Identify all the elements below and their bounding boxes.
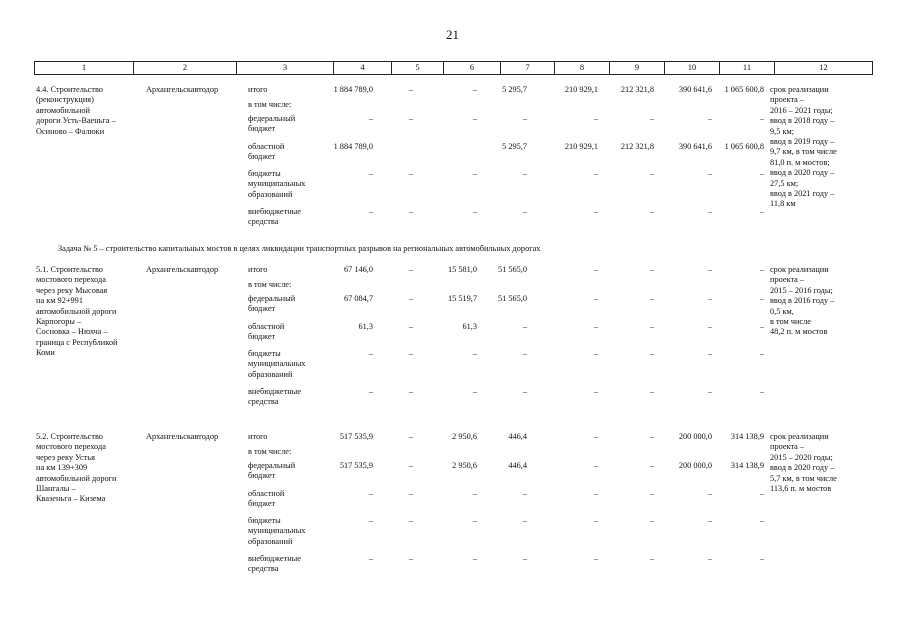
value-cell: 517 535,9 — [339, 432, 373, 441]
task-5-heading: Задача № 5 – строительство капитальных мостов в целях ликвидации транспортных разрывов на региональных автомобильных дорогах — [58, 244, 541, 253]
row-label-obl: бюджет — [248, 152, 276, 162]
row-label-itogo: итого — [248, 265, 268, 274]
col-header-10: 10 — [665, 62, 720, 74]
organization: Архангельскавтодор — [146, 85, 219, 94]
project-name-line: мостового перехода — [36, 275, 106, 285]
note-line: 11,8 км — [770, 199, 796, 209]
row-label-obl: бюджет — [248, 332, 276, 342]
value-cell: – — [522, 207, 527, 216]
value-cell: – — [649, 387, 654, 396]
project-name-line: на км 139+309 — [36, 463, 88, 473]
value-cell: – — [593, 489, 598, 498]
row-label-fed: бюджет — [248, 124, 276, 134]
value-cell: 1 884 789,0 — [333, 85, 373, 94]
row-label-mun: муниципальных — [248, 179, 306, 189]
project-name-line: автомобильной дороги — [36, 306, 117, 316]
value-cell: 200 000,0 — [678, 432, 712, 441]
project-name-line: (реконструкция) — [36, 95, 94, 105]
value-cell: – — [707, 294, 712, 303]
value-cell: – — [522, 349, 527, 358]
project-name-line: Осиново – Фалюки — [36, 126, 105, 136]
value-cell: 5 295,7 — [502, 142, 527, 151]
value-cell: – — [649, 114, 654, 123]
row-label-fed: бюджет — [248, 471, 276, 481]
value-cell: 51 565,0 — [497, 294, 527, 303]
project-name-line: Сосновка – Нюхча – — [36, 327, 108, 337]
row-label-v-tom: в том числе: — [248, 447, 292, 456]
value-cell: – — [707, 349, 712, 358]
value-cell: – — [472, 489, 477, 498]
value-cell: – — [408, 294, 413, 303]
col-header-3: 3 — [237, 62, 334, 74]
row-label-mun: муниципальных — [248, 526, 306, 536]
value-cell: – — [707, 207, 712, 216]
row-label-mun: бюджеты — [248, 169, 281, 178]
value-cell: 1 884 789,0 — [333, 142, 373, 151]
value-cell: – — [368, 554, 373, 563]
note-line: срок реализации — [770, 85, 829, 94]
value-cell: – — [472, 516, 477, 525]
col-header-7: 7 — [501, 62, 555, 74]
project-name-line: мостового перехода — [36, 442, 106, 452]
value-cell: 517 535,9 — [339, 461, 373, 470]
value-cell: – — [759, 322, 764, 331]
table-header — [34, 61, 873, 75]
value-cell: – — [707, 489, 712, 498]
value-cell: 390 641,6 — [678, 142, 712, 151]
project-name-line: дороги Усть-Ваеньга – — [36, 116, 116, 126]
value-cell: 210 929,1 — [564, 142, 598, 151]
value-cell: – — [649, 516, 654, 525]
value-cell: – — [707, 114, 712, 123]
value-cell: – — [472, 554, 477, 563]
value-cell: – — [649, 265, 654, 274]
value-cell: 212 321,8 — [620, 142, 654, 151]
value-cell: – — [408, 432, 413, 441]
value-cell: 15 519,7 — [447, 294, 477, 303]
note-line: в том числе — [770, 317, 811, 326]
value-cell: – — [649, 294, 654, 303]
value-cell: – — [759, 265, 764, 274]
note-line: 81,0 п. м мостов; — [770, 157, 830, 167]
value-cell: 61,3 — [358, 322, 373, 331]
value-cell: – — [408, 265, 413, 274]
value-cell: – — [593, 432, 598, 441]
value-cell: – — [593, 322, 598, 331]
organization: Архангельскавтодор — [146, 432, 219, 441]
value-cell: – — [368, 349, 373, 358]
value-cell: 314 138,9 — [730, 461, 764, 470]
note-line: проекта – — [770, 95, 805, 105]
value-cell: – — [472, 85, 477, 94]
value-cell: – — [593, 114, 598, 123]
value-cell: – — [649, 461, 654, 470]
project-name-line: Шангалы – — [36, 484, 76, 493]
note-line: 9,7 км, в том числе — [770, 147, 837, 157]
page-number: 21 — [446, 27, 459, 42]
value-cell: – — [522, 387, 527, 396]
value-cell: – — [593, 516, 598, 525]
note-line: ввод в 2020 году – — [770, 463, 835, 473]
row-label-mun: бюджеты — [248, 516, 281, 525]
value-cell: – — [368, 169, 373, 178]
note-line: проекта – — [770, 442, 805, 452]
value-cell: – — [522, 516, 527, 525]
row-label-itogo: итого — [248, 432, 268, 441]
value-cell: – — [408, 349, 413, 358]
col-header-12: 12 — [819, 62, 828, 72]
value-cell: – — [649, 489, 654, 498]
row-label-vneb: средства — [248, 564, 279, 574]
value-cell: – — [408, 516, 413, 525]
note-line: ввод в 2021 году – — [770, 189, 835, 198]
row-label-mun: образований — [248, 189, 293, 199]
value-cell: – — [408, 554, 413, 563]
note-line: проекта – — [770, 275, 805, 285]
value-cell: – — [707, 554, 712, 563]
row-label-obl: областной — [248, 489, 285, 498]
row-label-vneb: средства — [248, 397, 279, 407]
project-name-line: 5.1. Строительство — [36, 265, 103, 274]
row-label-vneb: внебюджетные — [248, 387, 301, 396]
value-cell: – — [593, 387, 598, 396]
project-name-line: 5.2. Строительство — [36, 432, 103, 441]
value-cell: 61,3 — [462, 322, 477, 331]
note-line: 27,5 км; — [770, 178, 799, 188]
value-cell: – — [759, 516, 764, 525]
project-name-line: автомобильной — [36, 105, 90, 115]
note-line: 2015 – 2020 годы; — [770, 452, 833, 462]
value-cell: – — [408, 85, 413, 94]
value-cell: 446,4 — [508, 461, 527, 470]
note-line: ввод в 2016 году – — [770, 296, 835, 306]
value-cell: – — [408, 489, 413, 498]
row-label-mun: бюджеты — [248, 349, 281, 358]
value-cell: – — [759, 489, 764, 498]
note-line: 0,5 км, — [770, 306, 794, 316]
value-cell: – — [649, 322, 654, 331]
value-cell: – — [759, 114, 764, 123]
value-cell: 2 950,6 — [452, 432, 477, 441]
value-cell: – — [759, 294, 764, 303]
value-cell: 446,4 — [508, 432, 527, 441]
note-line: срок реализации — [770, 432, 829, 441]
value-cell: – — [759, 387, 764, 396]
row-label-fed: федеральный — [248, 294, 296, 303]
value-cell: – — [593, 294, 598, 303]
note-line: 2016 – 2021 годы; — [770, 105, 833, 115]
value-cell: – — [408, 387, 413, 396]
value-cell: 2 950,6 — [452, 461, 477, 470]
value-cell: – — [707, 265, 712, 274]
value-cell: – — [522, 554, 527, 563]
col-header-11: 11 — [720, 62, 775, 74]
value-cell: – — [707, 169, 712, 178]
row-label-vneb: внебюджетные — [248, 207, 301, 216]
value-cell: – — [522, 322, 527, 331]
value-cell: – — [472, 349, 477, 358]
value-cell: – — [368, 489, 373, 498]
note-line: срок реализации — [770, 265, 829, 274]
value-cell: – — [593, 461, 598, 470]
value-cell: – — [522, 114, 527, 123]
value-cell: 1 065 600,8 — [724, 142, 764, 151]
value-cell: – — [759, 554, 764, 563]
value-cell: – — [472, 207, 477, 216]
value-cell: – — [707, 516, 712, 525]
col-header-8: 8 — [555, 62, 610, 74]
value-cell: – — [368, 207, 373, 216]
note-line: 48,2 п. м мостов — [770, 327, 828, 337]
col-header-6: 6 — [444, 62, 501, 74]
row-label-fed: бюджет — [248, 304, 276, 314]
value-cell: 200 000,0 — [678, 461, 712, 470]
value-cell: 210 929,1 — [564, 85, 598, 94]
value-cell: 67 084,7 — [343, 294, 373, 303]
value-cell: – — [408, 322, 413, 331]
row-label-itogo: итого — [248, 85, 268, 94]
value-cell: 212 321,8 — [620, 85, 654, 94]
project-name-line: через реку Мысовая — [36, 285, 108, 295]
value-cell: 67 146,0 — [343, 265, 373, 274]
value-cell: – — [522, 489, 527, 498]
value-cell: – — [472, 114, 477, 123]
project-name-line: автомобильной дороги — [36, 473, 117, 483]
value-cell: – — [649, 432, 654, 441]
value-cell: – — [759, 207, 764, 216]
row-label-obl: бюджет — [248, 499, 276, 509]
value-cell: – — [649, 207, 654, 216]
value-cell: 1 065 600,8 — [724, 85, 764, 94]
note-line: 5,7 км, в том числе — [770, 473, 837, 483]
row-label-fed: федеральный — [248, 114, 296, 123]
value-cell: – — [368, 516, 373, 525]
row-label-vneb: средства — [248, 217, 279, 227]
row-label-obl: областной — [248, 142, 285, 151]
project-name-line: Коми — [36, 348, 55, 358]
col-header-9: 9 — [610, 62, 665, 74]
value-cell: – — [593, 265, 598, 274]
value-cell: – — [472, 169, 477, 178]
value-cell: – — [707, 322, 712, 331]
value-cell: – — [707, 387, 712, 396]
value-cell: – — [368, 387, 373, 396]
row-label-obl: областной — [248, 322, 285, 331]
value-cell: 314 138,9 — [730, 432, 764, 441]
project-name-line: Карпогоры – — [36, 317, 82, 326]
row-label-v-tom: в том числе: — [248, 280, 292, 289]
col-header-1: 1 — [35, 62, 134, 74]
value-cell: – — [759, 349, 764, 358]
row-label-fed: федеральный — [248, 461, 296, 470]
value-cell: 390 641,6 — [678, 85, 712, 94]
note-line: ввод в 2019 году – — [770, 137, 835, 146]
value-cell: – — [649, 349, 654, 358]
row-label-mun: образований — [248, 536, 293, 546]
value-cell: – — [408, 169, 413, 178]
organization: Архангельскавтодор — [146, 265, 219, 274]
value-cell: 15 581,0 — [447, 265, 477, 274]
value-cell: – — [522, 169, 527, 178]
value-cell: 5 295,7 — [502, 85, 527, 94]
project-name-line: на км 92+991 — [36, 296, 83, 306]
note-line: ввод в 2020 году – — [770, 168, 835, 178]
value-cell: – — [759, 169, 764, 178]
col-header-5: 5 — [392, 62, 444, 74]
project-name-line: граница с Республикой — [36, 337, 118, 347]
value-cell: 51 565,0 — [497, 265, 527, 274]
col-header-2: 2 — [134, 62, 237, 74]
note-line: 9,5 км; — [770, 126, 795, 136]
value-cell: – — [368, 114, 373, 123]
note-line: 113,6 п. м мостов — [770, 484, 832, 493]
row-label-mun: образований — [248, 369, 293, 379]
value-cell: – — [408, 461, 413, 470]
col-header-4: 4 — [334, 62, 392, 74]
note-line: ввод в 2018 году – — [770, 116, 835, 126]
value-cell: – — [593, 169, 598, 178]
project-name-line: 4.4. Строительство — [36, 85, 103, 94]
row-label-mun: муниципальных — [248, 359, 306, 369]
note-line: 2015 – 2016 годы; — [770, 285, 833, 295]
row-label-v-tom: в том числе: — [248, 100, 292, 109]
value-cell: – — [593, 554, 598, 563]
value-cell: – — [649, 554, 654, 563]
value-cell: – — [408, 207, 413, 216]
project-name-line: Квазеньга – Кизема — [36, 494, 106, 504]
project-name-line: через реку Устья — [36, 452, 95, 462]
value-cell: – — [408, 114, 413, 123]
value-cell: – — [649, 169, 654, 178]
value-cell: – — [593, 207, 598, 216]
value-cell: – — [593, 349, 598, 358]
row-label-vneb: внебюджетные — [248, 554, 301, 563]
value-cell: – — [472, 387, 477, 396]
